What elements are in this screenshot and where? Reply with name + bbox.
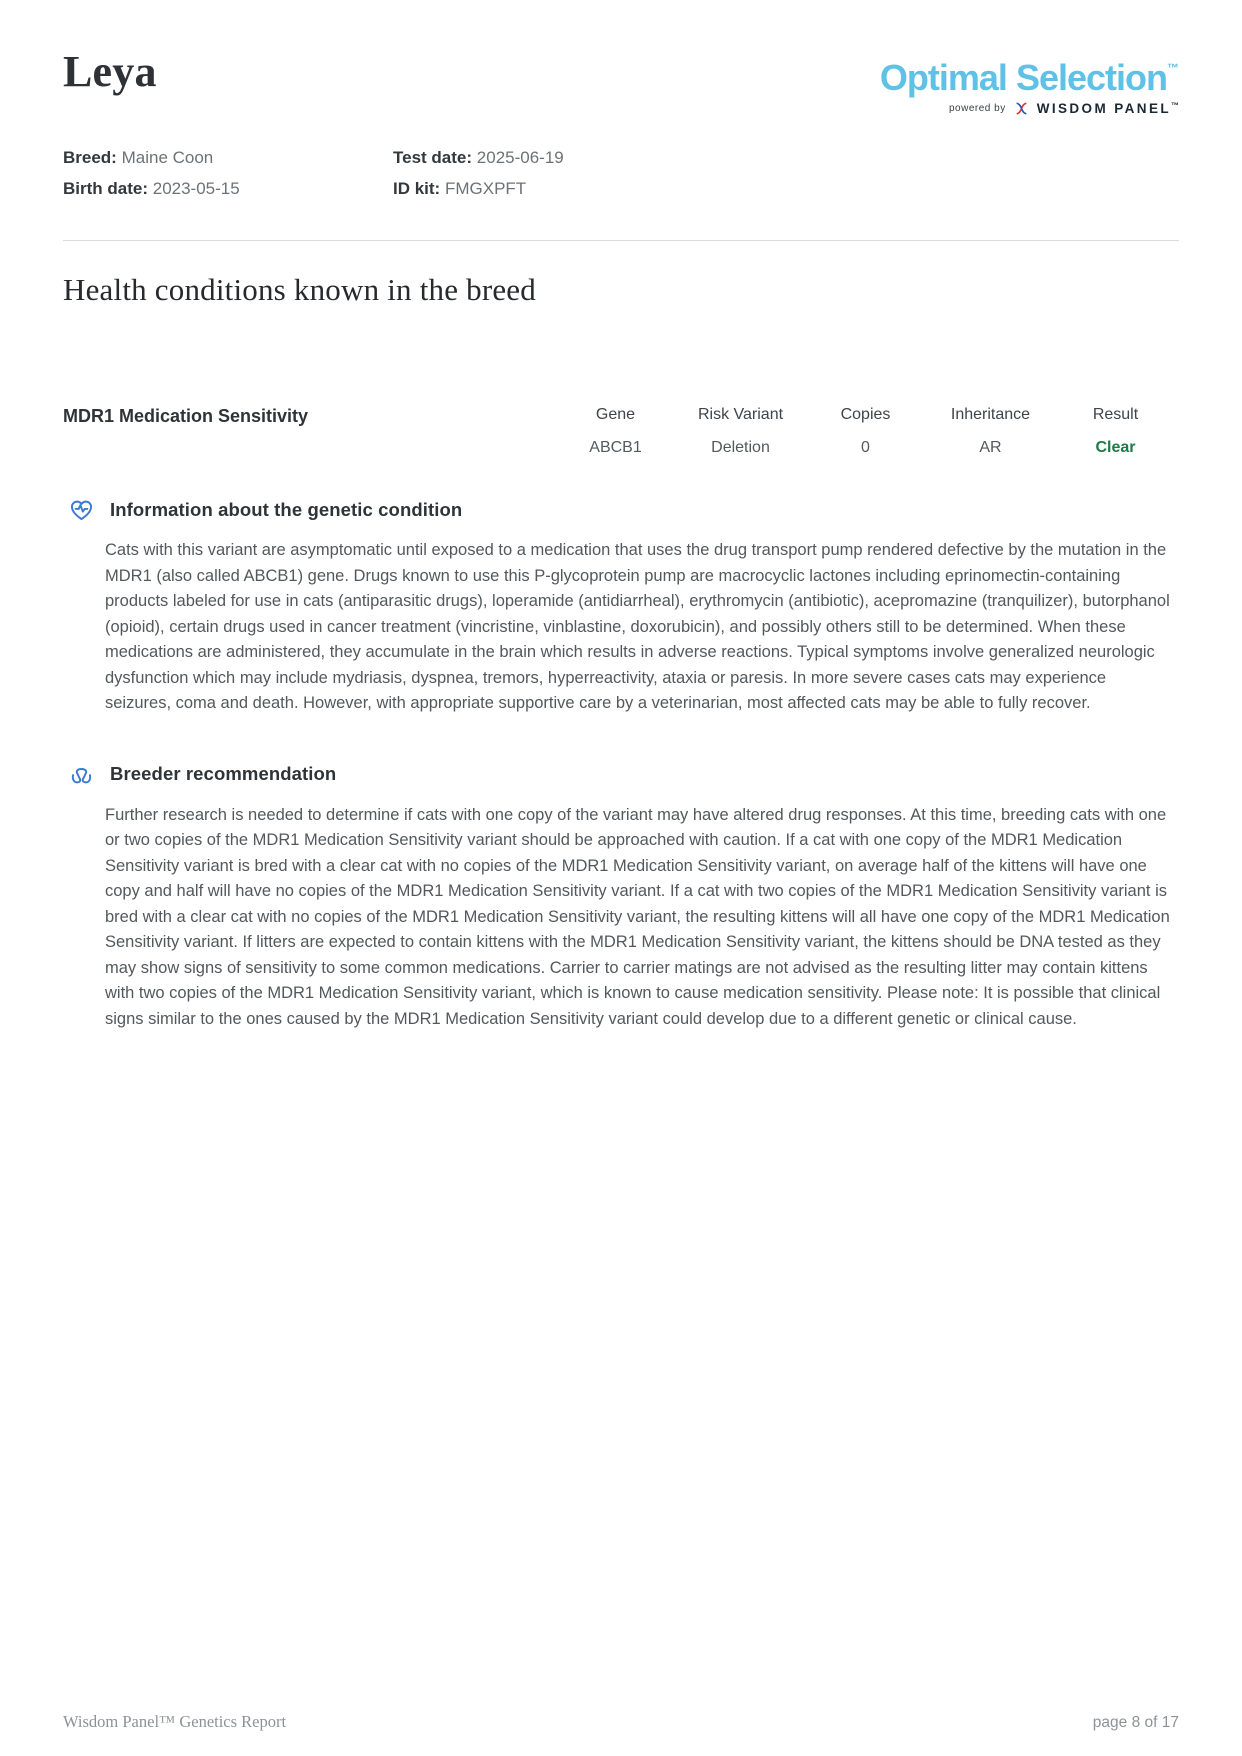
meta-column-right — [393, 142, 564, 204]
footer-page-number: page 8 of 17 — [1092, 1714, 1179, 1731]
id-kit-value: FMGXPFT — [444, 179, 527, 198]
column-risk-variant — [678, 405, 803, 458]
result-header: Result — [1092, 406, 1139, 423]
breeder-section-title: Breeder recommendation — [110, 763, 337, 784]
info-section-body: Cats with this variant are asymptomatic until exposed to a medication that uses the drug transport pump rendered defective by the mutation in the MDR1 (also called ABCB1) gene. Drugs known to use this P-glycoprotein pump are macrocyclic lactones including eprinomectin-containing products labeled for use in cats (antiparasitic drugs), loperamide (antidiarrheal), erythromycin (antibiotic), acepromazine (tranquilizer), butorphanol (opioid), certain drugs used in cancer treatment (vincristine, vinblastine, doxorubicin), and possibly others still to be determined. When these medications are administered, they accumulate in the brain which results in adverse reactions. Typical symptoms involve generalized neurologic dysfunction which may include mydriasis, dyspnea, tremors, hyperreactivity, ataxia or paresis. In more severe cases cats may experience seizures, coma and death. However, with appropriate supportive care by a veterinarian, most affected cats may be able to fully recover. — [105, 541, 1170, 712]
partner-text: WISDOM PANEL — [1036, 101, 1171, 116]
condition-name: MDR1 Medication Sensitivity — [63, 406, 309, 426]
test-date-label: Test date: — [393, 148, 473, 167]
test-date-value: 2025-06-19 — [476, 148, 564, 167]
column-copies — [803, 405, 928, 458]
column-gene — [553, 405, 678, 458]
brand-trademark: ™ — [1167, 61, 1179, 75]
pet-meta — [63, 142, 1179, 204]
breed-value: Maine Coon — [121, 148, 214, 167]
info-section-title: Information about the genetic condition — [110, 498, 463, 520]
test-date-line — [393, 142, 564, 173]
wisdom-panel-wordmark — [1037, 101, 1179, 116]
birth-date-line — [63, 173, 393, 204]
copies-header: Copies — [840, 406, 891, 423]
breed-label: Breed: — [63, 148, 117, 167]
breeder-recommendation-section — [63, 761, 1179, 1033]
dna-helix-icon — [1014, 101, 1029, 116]
breeder-section-body: Further research is needed to determine if cats with one copy of the variant may have altered drug responses. At this time, breeding cats with one or two copies of the MDR1 Medication Sensitivity variant should be approached with caution. If a cat with one copy of the MDR1 Medication Sensitivity variant is bred with a clear cat with no copies of the MDR1 Medication Sensitivity variant, on average half of the kittens will have one copy and half will have no copies of the MDR1 Medication Sensitivity variant. If a cat with two copies of the MDR1 Medication Sensitivity variant is bred with a clear cat with no copies of the MDR1 Medication Sensitivity variant, the resulting kittens will all have one copy of the MDR1 Medication Sensitivity variant. If litters are expected to contain kittens with the MDR1 Medication Sensitivity variant, the kittens should be DNA tested as they may show signs of sensitivity to some common medications. Carrier to carrier matings are not advised as the resulting litter may contain kittens with two copies of the MDR1 Medication Sensitivity variant, which is known to cause medication sensitivity. Please note: It is possible that clinical signs similar to the ones caused by the MDR1 Medication Sensitivity variant could develop due to a different genetic or clinical cause. — [105, 805, 1170, 1028]
page-header — [63, 0, 1179, 116]
page-footer — [63, 1712, 1179, 1732]
pet-name-title: Leya — [63, 47, 157, 96]
powered-by-row — [880, 101, 1179, 116]
health-conditions-title: Health conditions known in the breed — [63, 272, 536, 307]
id-kit-line — [393, 173, 564, 204]
partner-trademark: ™ — [1171, 101, 1179, 110]
genetic-condition-info-section — [63, 496, 1179, 717]
breeding-loop-icon — [68, 761, 95, 788]
condition-table-row — [63, 405, 1179, 458]
gene-header: Gene — [595, 406, 636, 423]
column-result — [1053, 405, 1178, 458]
gene-value: ABCB1 — [589, 439, 642, 456]
risk-variant-value: Deletion — [711, 439, 770, 456]
result-value-clear: Clear — [1095, 439, 1136, 456]
birth-date-value: 2023-05-15 — [152, 179, 240, 198]
meta-column-left — [63, 142, 393, 204]
footer-report-name: Wisdom Panel™ Genetics Report — [63, 1712, 287, 1731]
breed-line — [63, 142, 393, 173]
header-divider — [63, 240, 1179, 241]
id-kit-label: ID kit: — [393, 179, 441, 198]
brand-text: Optimal Selection — [879, 57, 1167, 98]
condition-columns — [553, 405, 1179, 458]
breeder-section-header — [63, 761, 1179, 788]
copies-value: 0 — [861, 439, 870, 456]
info-section-header — [63, 496, 1179, 523]
inheritance-value: AR — [979, 439, 1002, 456]
heart-pulse-icon — [68, 496, 95, 523]
column-inheritance — [928, 405, 1053, 458]
optimal-selection-logo — [880, 48, 1179, 116]
brand-wordmark — [880, 48, 1179, 98]
birth-date-label: Birth date: — [63, 179, 148, 198]
inheritance-header: Inheritance — [950, 406, 1031, 423]
powered-by-label: powered by — [949, 103, 1006, 114]
risk-variant-header: Risk Variant — [697, 406, 784, 423]
